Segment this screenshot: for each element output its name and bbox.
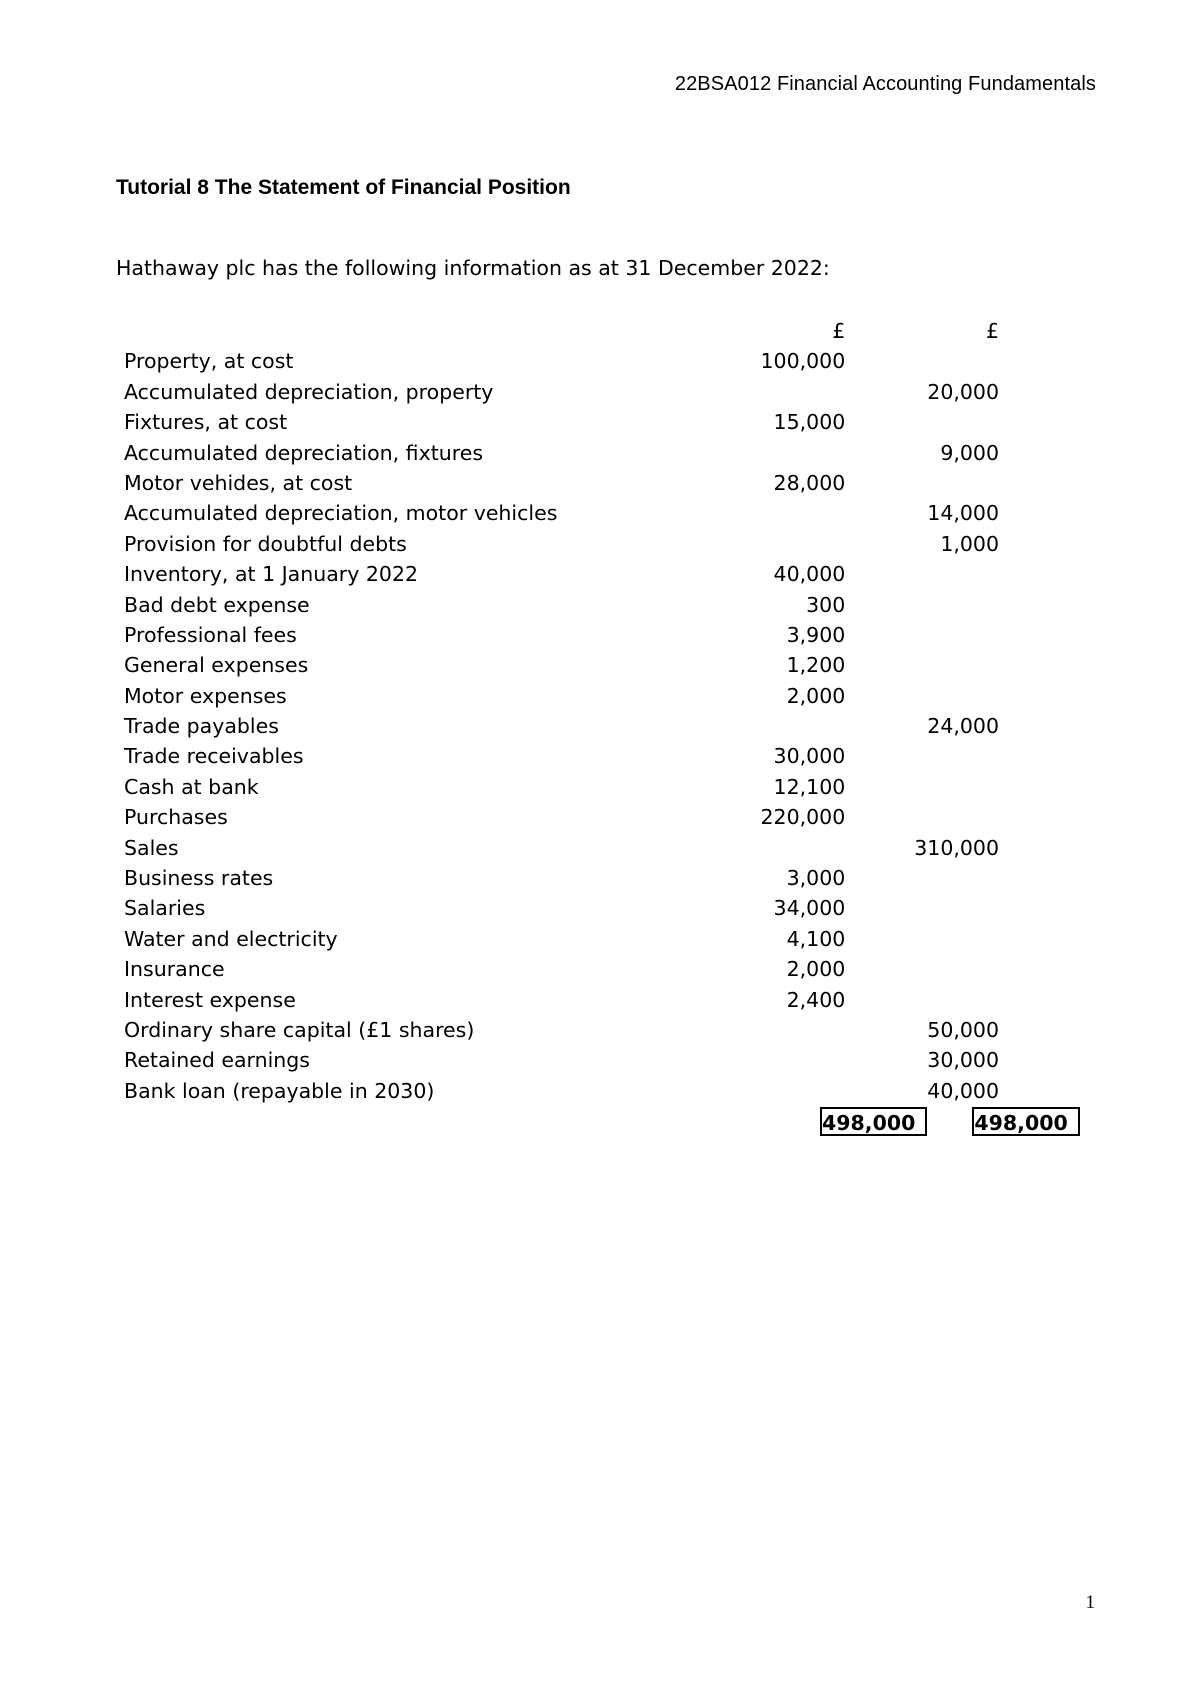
account-rows <box>124 346 999 1106</box>
table-row <box>124 498 999 528</box>
table-row <box>124 893 999 923</box>
totals-row <box>696 1107 1068 1136</box>
account-label: Professional fees <box>124 622 297 647</box>
debit-amount <box>638 529 845 559</box>
credit-amount: 1,000 <box>940 531 1000 556</box>
currency-symbol-debit: £ <box>832 319 846 343</box>
debit-amount: 300 <box>806 592 846 617</box>
table-row <box>124 681 999 711</box>
credit-amount <box>845 863 999 893</box>
currency-header-row <box>124 316 999 346</box>
table-row <box>124 833 999 863</box>
credit-amount <box>845 407 999 437</box>
credit-amount <box>845 590 999 620</box>
debit-amount <box>638 833 845 863</box>
table-row <box>124 559 999 589</box>
debit-amount: 2,000 <box>786 957 846 982</box>
total-debit: 498,000 <box>820 1107 927 1136</box>
account-label: Property, at cost <box>124 349 294 374</box>
credit-amount <box>845 924 999 954</box>
account-label: Cash at bank <box>124 774 259 799</box>
table-row <box>124 438 999 468</box>
credit-amount: 30,000 <box>927 1048 1000 1073</box>
account-label: Provision for doubtful debts <box>124 531 407 556</box>
credit-amount: 24,000 <box>927 714 1000 739</box>
table-row <box>124 407 999 437</box>
account-label: Fixtures, at cost <box>124 410 288 435</box>
debit-amount: 2,000 <box>786 683 846 708</box>
header-label-spacer <box>124 316 638 346</box>
debit-amount: 1,200 <box>786 653 846 678</box>
table-row <box>124 620 999 650</box>
debit-amount: 3,000 <box>786 866 846 891</box>
account-label: Trade payables <box>124 714 279 739</box>
credit-amount: 14,000 <box>927 501 1000 526</box>
document-header: 22BSA012 Financial Accounting Fundamentals <box>674 73 1096 95</box>
credit-amount <box>845 954 999 984</box>
credit-amount <box>845 802 999 832</box>
account-label: Interest expense <box>124 987 296 1012</box>
table-row <box>124 1045 999 1075</box>
debit-amount: 3,900 <box>786 622 846 647</box>
debit-amount <box>638 1015 845 1045</box>
total-credit: 498,000 <box>972 1107 1079 1136</box>
credit-amount <box>845 468 999 498</box>
account-label: Sales <box>124 835 179 860</box>
debit-amount: 220,000 <box>760 805 846 830</box>
credit-amount: 20,000 <box>927 379 1000 404</box>
debit-amount <box>638 1045 845 1075</box>
debit-amount <box>638 711 845 741</box>
account-label: Accumulated depreciation, property <box>124 379 494 404</box>
account-label: Trade receivables <box>124 744 304 769</box>
account-label: Bad debt expense <box>124 592 310 617</box>
tutorial-title: Tutorial 8 The Statement of Financial Position <box>116 176 571 199</box>
debit-amount: 28,000 <box>773 470 846 495</box>
account-label: Insurance <box>124 957 225 982</box>
credit-amount <box>845 772 999 802</box>
credit-amount: 40,000 <box>927 1078 1000 1103</box>
table-row <box>124 711 999 741</box>
account-label: Water and electricity <box>124 926 338 951</box>
debit-amount: 2,400 <box>786 987 846 1012</box>
debit-amount <box>638 1076 845 1106</box>
debit-amount <box>638 498 845 528</box>
account-label: Accumulated depreciation, fixtures <box>124 440 484 465</box>
credit-amount: 310,000 <box>914 835 1000 860</box>
table-row <box>124 1076 999 1106</box>
credit-amount <box>845 893 999 923</box>
table-row <box>124 650 999 680</box>
account-label: Ordinary share capital (£1 shares) <box>124 1017 475 1042</box>
account-label: Bank loan (repayable in 2030) <box>124 1078 435 1103</box>
debit-amount: 12,100 <box>773 774 846 799</box>
table-row <box>124 802 999 832</box>
credit-amount: 9,000 <box>940 440 1000 465</box>
debit-amount: 100,000 <box>760 349 846 374</box>
debit-amount: 15,000 <box>773 410 846 435</box>
table-row <box>124 529 999 559</box>
table-row <box>124 468 999 498</box>
credit-amount <box>845 681 999 711</box>
credit-amount: 50,000 <box>927 1017 1000 1042</box>
debit-amount: 40,000 <box>773 562 846 587</box>
account-label: Retained earnings <box>124 1048 310 1073</box>
table-row <box>124 1015 999 1045</box>
debit-amount <box>638 438 845 468</box>
account-label: Salaries <box>124 896 206 921</box>
account-label: Motor vehides, at cost <box>124 470 353 495</box>
debit-amount: 34,000 <box>773 896 846 921</box>
table-row <box>124 590 999 620</box>
table-row <box>124 954 999 984</box>
table-row <box>124 863 999 893</box>
credit-amount <box>845 620 999 650</box>
credit-amount <box>845 741 999 771</box>
account-label: General expenses <box>124 653 309 678</box>
account-label: Motor expenses <box>124 683 287 708</box>
account-label: Purchases <box>124 805 228 830</box>
currency-symbol-credit: £ <box>985 319 1000 343</box>
trial-balance-table <box>124 316 1068 1136</box>
credit-amount <box>845 985 999 1015</box>
credit-amount <box>845 650 999 680</box>
table-row <box>124 377 999 407</box>
table-row <box>124 772 999 802</box>
account-label: Business rates <box>124 866 274 891</box>
page-number: 1 <box>1085 1592 1095 1613</box>
account-label: Accumulated depreciation, motor vehicles <box>124 501 558 526</box>
table-row <box>124 924 999 954</box>
table-row <box>124 346 999 376</box>
intro-text: Hathaway plc has the following information as at 31 December 2022: <box>116 256 830 280</box>
account-label: Inventory, at 1 January 2022 <box>124 562 419 587</box>
credit-amount <box>845 346 999 376</box>
table-row <box>124 985 999 1015</box>
table-row <box>124 741 999 771</box>
debit-amount: 4,100 <box>786 926 846 951</box>
debit-amount <box>638 377 845 407</box>
credit-amount <box>845 559 999 589</box>
debit-amount: 30,000 <box>773 744 846 769</box>
